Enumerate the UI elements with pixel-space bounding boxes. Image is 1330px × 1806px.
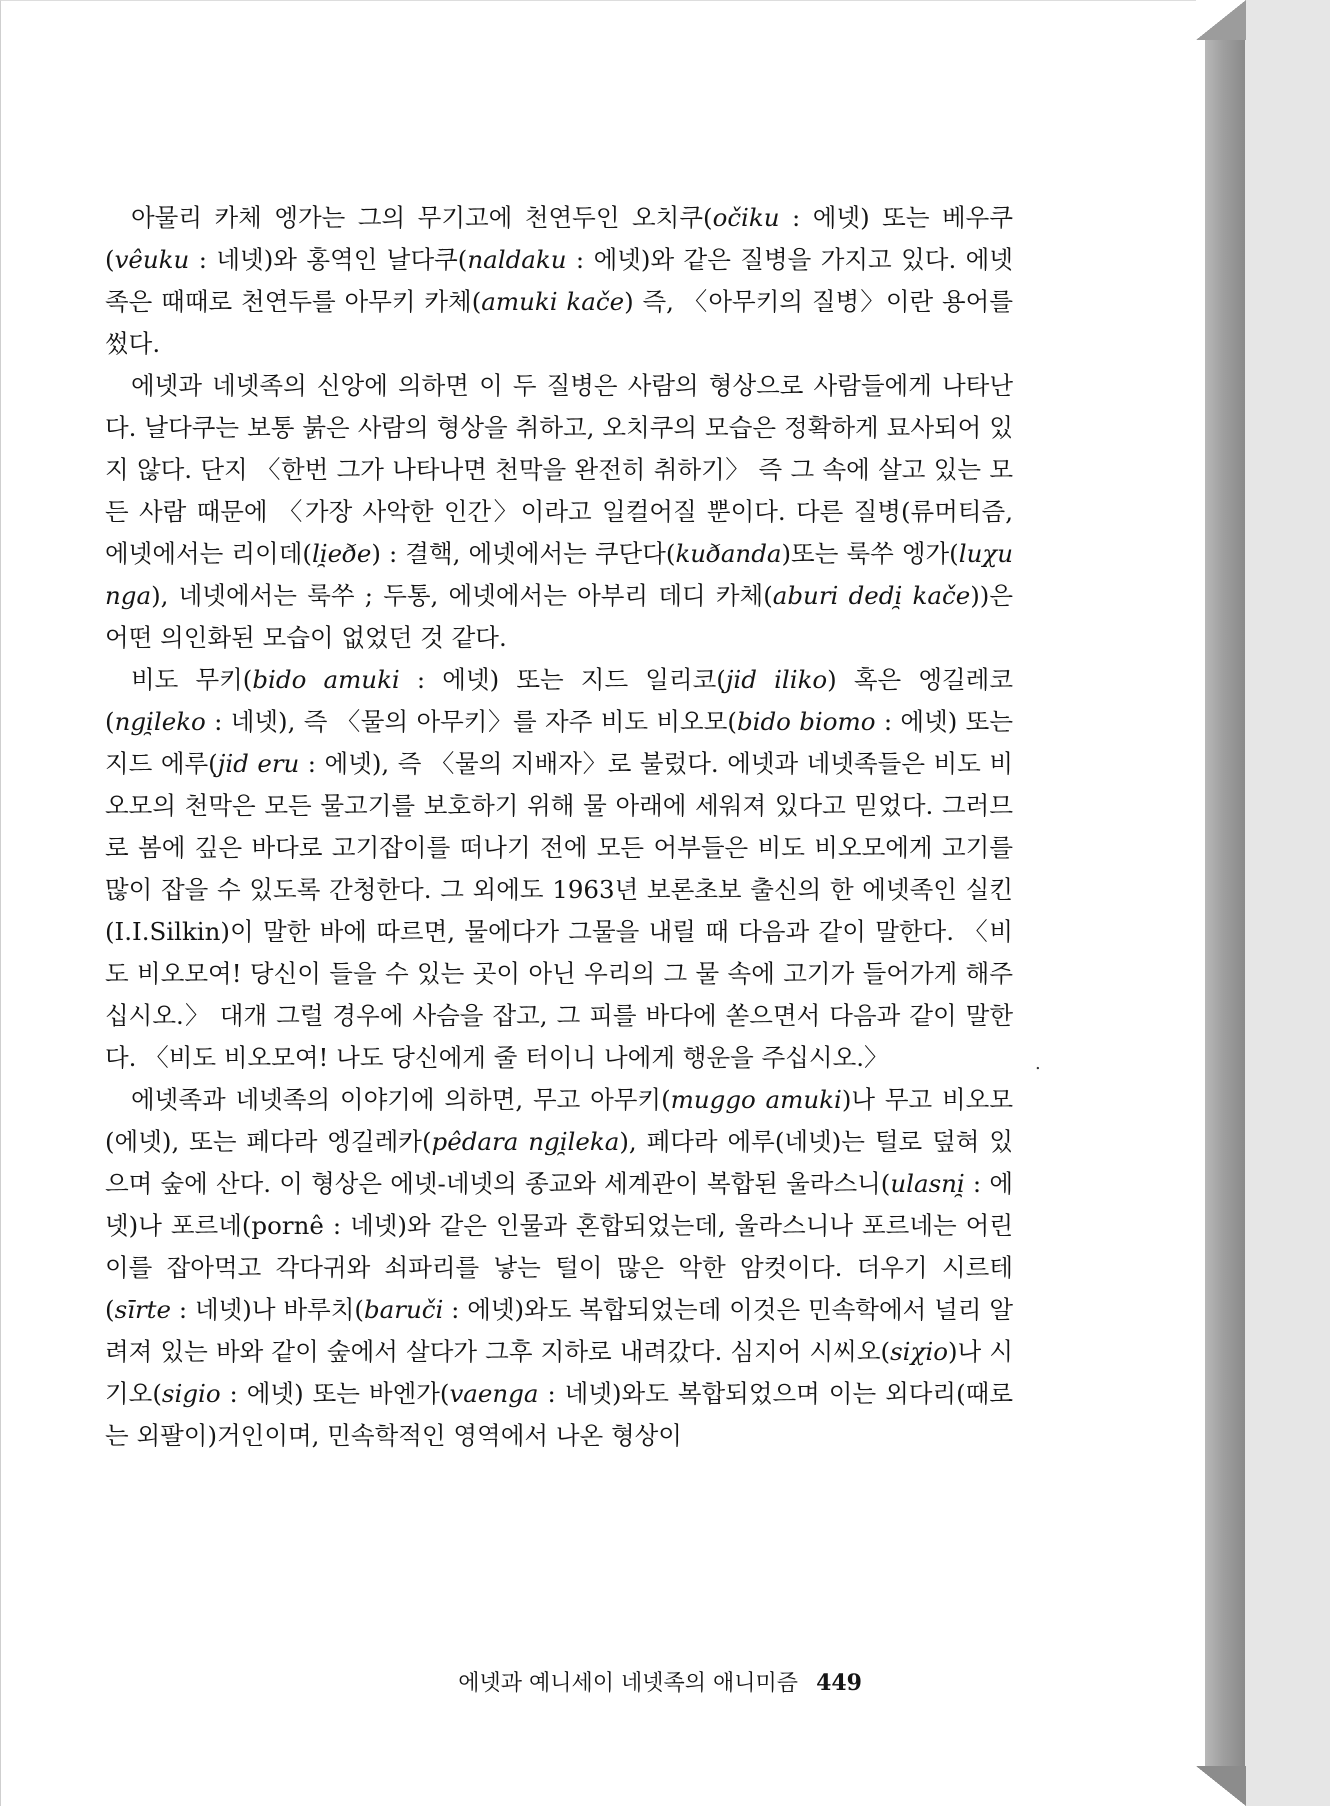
text-run: : 에넷) 또는 베우쿠( [105,203,1013,274]
text-run: )또는 룩쑤 엥가( [781,539,959,568]
page-number: 449 [816,1670,862,1696]
romanized-term: očiku [712,203,780,232]
page-edge-shadow [1205,0,1245,1806]
romanized-term: sīrte [114,1295,172,1324]
romanized-term: jid iliko [725,665,828,694]
text-run: ) 즉, 〈아무키의 질병〉이란 용어를 썼다. [105,287,1014,358]
romanized-term: li̯eðe [311,539,372,568]
romanized-term: ulasni̯ [890,1169,965,1198]
text-run: ), 네넷에서는 룩쑤 ; 두통, 에넷에서는 아부리 데디 카체( [151,581,773,610]
text-run: 비도 무키( [131,665,253,694]
paragraph [105,1079,1013,1457]
romanized-term: bido biomo [736,707,876,736]
romanized-term: vaenga [449,1379,539,1408]
text-run: ) : 결핵, 에넷에서는 쿠단다( [371,539,676,568]
romanized-term: sigio [161,1379,221,1408]
romanized-term: kuðanda [675,539,782,568]
paragraph [105,197,1013,365]
text-run: : 네넷)나 바루치( [171,1295,364,1324]
text-run: ))은 어떤 의인화된 모습이 없었던 것 같다. [105,581,1013,652]
running-title: 에넷과 예니세이 네넷족의 애니미즘 [458,1671,799,1696]
romanized-term: siχio [890,1337,948,1366]
text-run: 에넷과 네넷족의 신앙에 의하면 이 두 질병은 사람의 형상으로 사람들에게 나타난다. 날다쿠는 보통 붉은 사람의 형상을 취하고, 오치쿠의 모습은 정확하게 묘사되어 있지 않다. 단지 〈한번 그가 나타나면 천막을 완전히 취하기〉 즉 그 속에 살고 있는 모든 사람 때문에 〈가장 사악한 인간〉이라고 일컬어질 뿐이다. 다른 질병(류머티즘, 에넷에서는 리이데( [105,371,1013,568]
page-corner-bottom [1196,1766,1246,1806]
text-run: ) 혹은 엥길레코( [105,665,1014,736]
text-run: : 네넷)와도 복합되었으며 이는 외다리(때로는 외팔이)거인이며, 민속학적인 영역에서 나온 형상이 [105,1379,1013,1450]
text-run: : 에넷)와 같은 질병을 가지고 있다. 에넷족은 때때로 천연두를 아무키 카체( [105,245,1013,316]
text-run: : 에넷), 즉 〈물의 지배자〉로 불렀다. 에넷과 네넷족들은 비도 비오모의 천막은 모든 물고기를 보호하기 위해 물 아래에 세워져 있다고 믿었다. 그러므로 봄에 깊은 바다로 고기잡이를 떠나기 전에 모든 어부들은 비도 비오모에게 고기를 많이 잡을 수 있도록 간청한다. 그 외에도 1963년 보론초보 출신의 한 에넷족인 실킨(I.I.Silkin)이 말한 바에 따르면, 물에다가 그물을 내릴 때 다음과 같이 말한다. 〈비도 비오모여! 당신이 들을 수 있는 곳이 아닌 우리의 그 물 속에 고기가 들어가게 해주십시오.〉 대개 그럴 경우에 사슴을 잡고, 그 피를 바다에 쏟으면서 다음과 같이 말한다. 〈비도 비오모여! 나도 당신에게 줄 터이니 나에게 행운을 주십시오.〉 [105,749,1013,1072]
text-run: )나 시기오( [105,1337,1013,1408]
romanized-term: luχu nga [105,539,1013,610]
text-run: : 에넷) 또는 지드 일리코( [399,665,726,694]
text-run: : 에넷) 또는 지드 에루( [105,707,1013,778]
page-footer [458,1666,862,1697]
body-text [105,197,1013,1457]
romanized-term: muggo amuki [670,1085,842,1114]
page-corner-top [1196,0,1246,40]
paragraph [105,365,1013,659]
text-run: 에넷족과 네넷족의 이야기에 의하면, 무고 아무키( [131,1085,671,1114]
text-run: ), 페다라 에루(네넷)는 털로 덮혀 있으며 숲에 산다. 이 형상은 에넷-네넷의 종교와 세계관이 복합된 울라스니( [105,1127,1013,1198]
romanized-term: aburi dedi̯ kače [772,581,971,610]
text-run: : 에넷) 또는 바엔가( [220,1379,450,1408]
romanized-term: pêdara ngi̯leka [431,1127,620,1156]
text-run: : 에넷)나 포르네(pornê : 네넷)와 같은 인물과 혼합되었는데, 울라스니나 포르네는 어린이를 잡아먹고 각다귀와 쇠파리를 낳는 털이 많은 악한 암컷이다. 더우기 시르테( [105,1169,1013,1324]
romanized-term: baruči [363,1295,444,1324]
text-run: : 네넷), 즉 〈물의 아무키〉를 자주 비도 비오모( [205,707,737,736]
romanized-term: vêuku [114,245,190,274]
romanized-term: bido amuki [252,665,400,694]
romanized-term: ngi̯leko [114,707,206,736]
text-run: : 에넷)와도 복합되었는데 이것은 민속학에서 널리 알려져 있는 바와 같이 숲에서 살다가 그후 지하로 내려갔다. 심지어 시씨오( [105,1295,1013,1366]
romanized-term: amuki kače [481,287,625,316]
romanized-term: naldaku [467,245,567,274]
romanized-term: jid eru [217,749,300,778]
text-run: )나 무고 비오모(에넷), 또는 페다라 엥길레카( [105,1085,1013,1156]
text-run: 아물리 카체 엥가는 그의 무기고에 천연두인 오치쿠( [131,203,713,232]
stray-mark: . [1035,1053,1041,1074]
paragraph [105,659,1013,1079]
text-run: : 네넷)와 홍역인 날다쿠( [189,245,468,274]
